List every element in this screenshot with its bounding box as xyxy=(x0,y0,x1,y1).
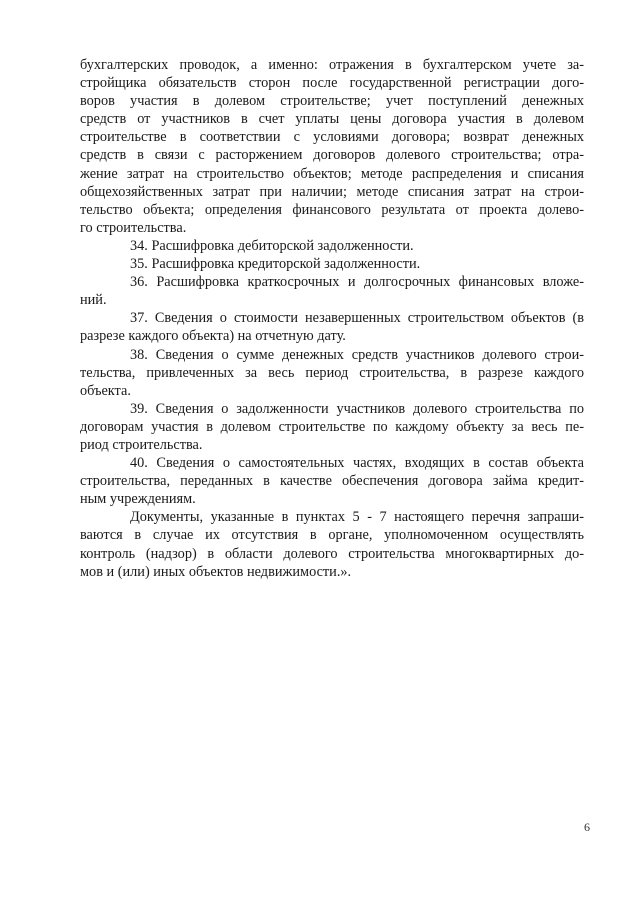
text-line: жение затрат на строительство объектов; методе распределения и списания xyxy=(80,165,584,182)
document-body xyxy=(80,56,584,581)
text-line: стройщика обязательств сторон после государственной регистрации дого- xyxy=(80,75,584,92)
text-line: средств в связи с расторжением договоров долевого строительства; отра- xyxy=(80,147,584,164)
text-line: общехозяйственных затрат при наличии; методе списания затрат на строи- xyxy=(80,183,584,200)
text-line: тельство объекта; определения финансового результата от проекта долево- xyxy=(80,201,584,218)
text-line: ваются в случае их отсутствия в органе, уполномоченном осуществлять xyxy=(80,527,584,544)
text-line: мов и (или) иных объектов недвижимости.». xyxy=(80,563,352,580)
list-item-38: 38. Сведения о сумме денежных средств участников долевого строи- xyxy=(130,346,584,363)
text-line: риод строительства. xyxy=(80,436,203,453)
text-line: го строительства. xyxy=(80,219,187,236)
text-line: бухгалтерских проводок, а именно: отражения в бухгалтерском учете за- xyxy=(80,57,584,73)
text-line: строительства, переданных в качестве обеспечения договора займа кредит- xyxy=(80,473,584,490)
text-line: ний. xyxy=(80,292,107,309)
closing-paragraph: Документы, указанные в пунктах 5 - 7 настоящего перечня запраши- xyxy=(130,509,584,526)
text-line: тельства, привлеченных за весь период строительства, в разрезе каждого xyxy=(80,364,584,381)
text-line: средств от участников в счет уплаты цены договора участия в долевом xyxy=(80,111,584,128)
list-item-37: 37. Сведения о стоимости незавершенных строительством объектов (в xyxy=(130,310,584,327)
list-item-40: 40. Сведения о самостоятельных частях, входящих в состав объекта xyxy=(130,455,584,472)
list-item-34: 34. Расшифровка дебиторской задолженности. xyxy=(130,237,414,254)
text-line: разрезе каждого объекта) на отчетную дату. xyxy=(80,328,346,345)
text-line: строительстве в соответствии с условиями договора; возврат денежных xyxy=(80,129,584,146)
page-number: 6 xyxy=(584,820,590,834)
text-line: ным учреждениям. xyxy=(80,491,196,508)
text-line: договорам участия в долевом строительстве по каждому объекту за весь пе- xyxy=(80,418,584,435)
text-line: контроль (надзор) в области долевого строительства многоквартирных до- xyxy=(80,545,584,562)
list-item-35: 35. Расшифровка кредиторской задолженности. xyxy=(130,256,421,273)
list-item-39: 39. Сведения о задолженности участников долевого строительства по xyxy=(130,400,584,417)
text-line: объекта. xyxy=(80,382,131,399)
list-item-36: 36. Расшифровка краткосрочных и долгосрочных финансовых вложе- xyxy=(130,274,584,291)
text-line: воров участия в долевом строительстве; учет поступлений денежных xyxy=(80,93,584,110)
